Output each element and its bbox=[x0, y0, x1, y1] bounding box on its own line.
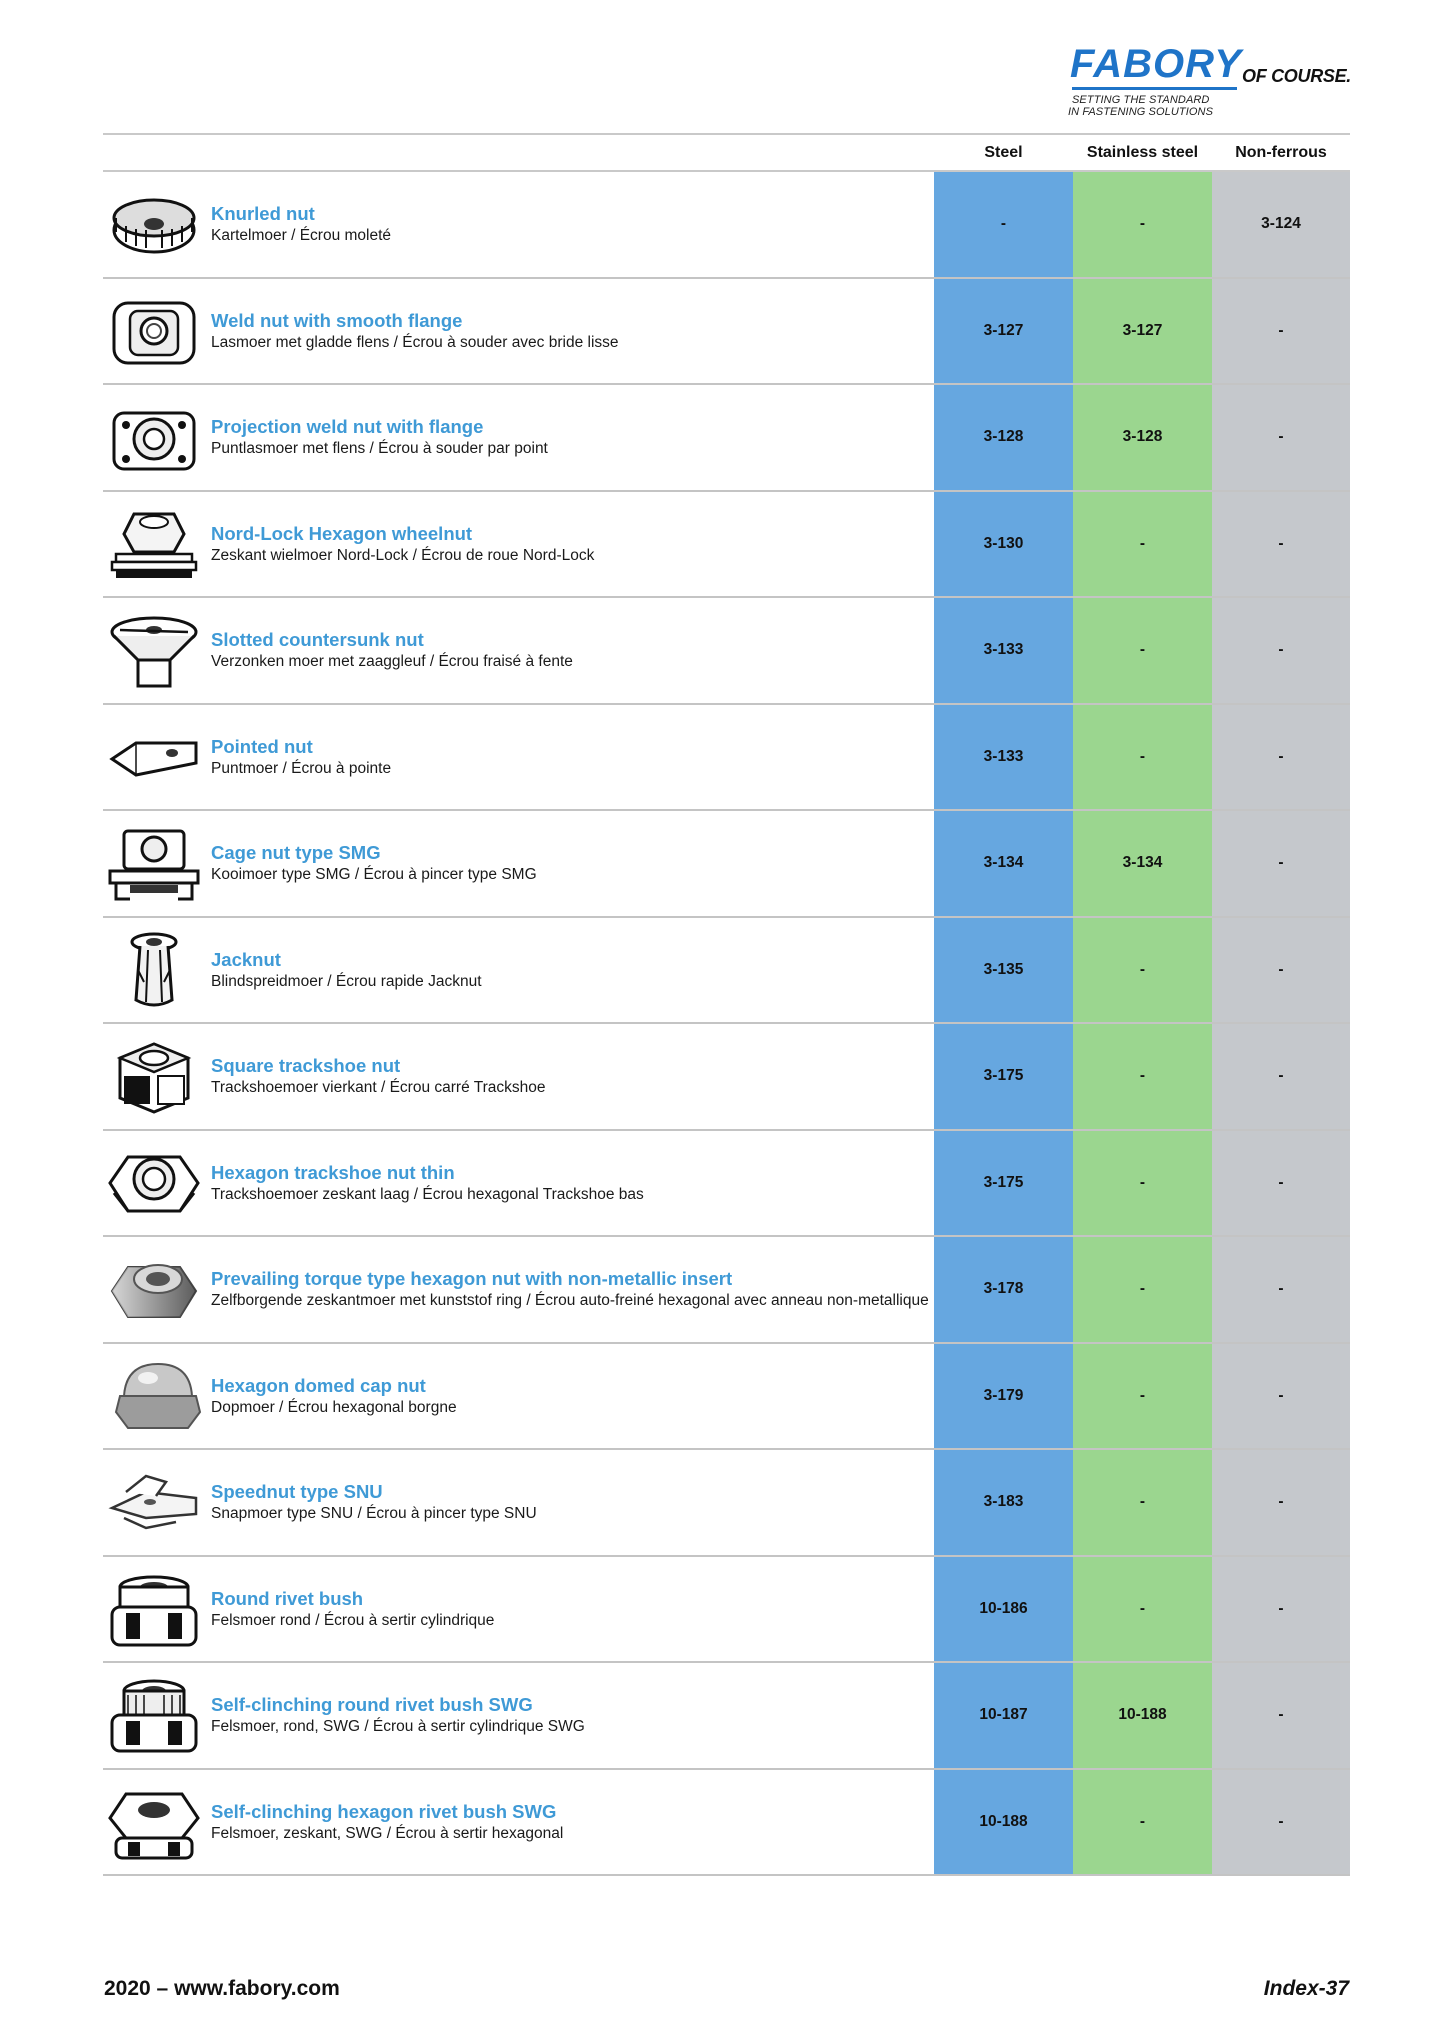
product-subtitle: Puntmoer / Écrou à pointe bbox=[211, 759, 392, 777]
table-row bbox=[103, 1770, 1350, 1877]
table-row bbox=[103, 1344, 1350, 1451]
non-ferrous-reference: - bbox=[1278, 1812, 1284, 1830]
product-title[interactable]: Cage nut type SMG bbox=[211, 842, 381, 863]
product-title[interactable]: Prevailing torque type hexagon nut with non-metallic insert bbox=[211, 1268, 733, 1289]
non-ferrous-reference: - bbox=[1278, 321, 1284, 339]
product-description bbox=[211, 1450, 931, 1554]
product-description bbox=[211, 492, 931, 596]
table-header bbox=[103, 135, 1350, 171]
non-ferrous-reference: - bbox=[1278, 747, 1284, 765]
self-clinching-round-rivet-bush-icon bbox=[106, 1675, 202, 1757]
product-title[interactable]: Square trackshoe nut bbox=[211, 1055, 401, 1076]
table-row bbox=[103, 492, 1350, 599]
stainless-steel-reference: 3-134 bbox=[1122, 854, 1163, 871]
non-ferrous-reference: - bbox=[1278, 1173, 1284, 1191]
column-header-steel: Steel bbox=[984, 144, 1023, 161]
stainless-steel-reference: 3-127 bbox=[1122, 321, 1163, 339]
steel-reference: 3-175 bbox=[983, 1173, 1024, 1191]
product-subtitle: Blindspreidmoer / Écrou rapide Jacknut bbox=[211, 972, 482, 990]
stainless-steel-reference: - bbox=[1139, 1599, 1146, 1617]
table-row bbox=[103, 385, 1350, 492]
steel-reference: 10-188 bbox=[979, 1812, 1028, 1830]
product-description bbox=[211, 1024, 931, 1128]
product-description bbox=[211, 1237, 931, 1341]
steel-reference: 3-135 bbox=[983, 960, 1024, 978]
brand-tagline-line2: IN FASTENING SOLUTIONS bbox=[1068, 106, 1214, 118]
slotted-countersunk-nut-icon bbox=[106, 610, 202, 692]
non-ferrous-reference: - bbox=[1278, 1706, 1284, 1723]
product-description bbox=[211, 1344, 931, 1448]
steel-reference: 3-128 bbox=[983, 428, 1024, 445]
steel-reference: 3-175 bbox=[983, 1067, 1024, 1084]
table-row bbox=[103, 279, 1350, 386]
product-title[interactable]: Self-clinching round rivet bush SWG bbox=[211, 1694, 533, 1715]
product-subtitle: Felsmoer, zeskant, SWG / Écrou à sertir hexagonal bbox=[211, 1824, 564, 1842]
brand-name: FABORY bbox=[1070, 42, 1242, 86]
table-row bbox=[103, 1024, 1350, 1131]
product-description bbox=[211, 918, 931, 1022]
weld-nut-smooth-flange-icon bbox=[106, 291, 202, 373]
product-description bbox=[211, 705, 931, 809]
non-ferrous-reference: - bbox=[1278, 428, 1284, 445]
product-title[interactable]: Speednut type SNU bbox=[211, 1481, 383, 1502]
stainless-steel-reference: 3-128 bbox=[1122, 428, 1163, 445]
stainless-steel-reference: - bbox=[1139, 1386, 1146, 1404]
footer-site: 2020 – www.fabory.com bbox=[104, 1977, 340, 2000]
product-subtitle: Zelfborgende zeskantmoer met kunststof ring / Écrou auto-freiné hexagonal avec anneau non-metallique bbox=[211, 1292, 929, 1309]
product-subtitle: Felsmoer, rond, SWG / Écrou à sertir cylindrique SWG bbox=[211, 1718, 585, 1735]
non-ferrous-reference: - bbox=[1278, 1386, 1284, 1404]
non-ferrous-reference: - bbox=[1278, 641, 1284, 658]
steel-reference: 3-133 bbox=[983, 747, 1024, 765]
column-header-non-ferrous: Non-ferrous bbox=[1235, 144, 1327, 161]
product-title[interactable]: Pointed nut bbox=[211, 735, 313, 757]
product-description bbox=[211, 172, 931, 276]
steel-reference: 10-186 bbox=[979, 1599, 1028, 1617]
product-title[interactable]: Knurled nut bbox=[211, 203, 315, 224]
stainless-steel-reference: - bbox=[1139, 747, 1146, 765]
domed-cap-nut-icon bbox=[106, 1356, 202, 1438]
stainless-steel-reference: - bbox=[1139, 534, 1146, 552]
stainless-steel-reference: - bbox=[1139, 1280, 1146, 1297]
nord-lock-wheelnut-icon bbox=[106, 504, 202, 586]
table-row bbox=[103, 1237, 1350, 1344]
table-row bbox=[103, 598, 1350, 705]
product-subtitle: Kartelmoer / Écrou moleté bbox=[211, 227, 392, 244]
projection-weld-nut-icon bbox=[106, 397, 202, 479]
product-title[interactable]: Self-clinching hexagon rivet bush SWG bbox=[211, 1800, 557, 1822]
stainless-steel-reference: - bbox=[1139, 641, 1146, 658]
stainless-steel-reference: - bbox=[1139, 1493, 1146, 1510]
self-clinching-hexagon-rivet-bush-icon bbox=[106, 1782, 202, 1864]
product-subtitle: Trackshoemoer zeskant laag / Écrou hexagonal Trackshoe bas bbox=[211, 1185, 644, 1203]
steel-reference: 10-187 bbox=[979, 1706, 1028, 1723]
non-ferrous-reference: - bbox=[1278, 1493, 1284, 1510]
product-description bbox=[211, 385, 931, 489]
product-subtitle: Puntlasmoer met flens / Écrou à souder par point bbox=[211, 440, 548, 457]
steel-reference: 3-130 bbox=[983, 534, 1024, 552]
fabory-logo bbox=[1068, 42, 1358, 126]
table-row bbox=[103, 918, 1350, 1025]
jacknut-icon bbox=[106, 930, 202, 1012]
cage-nut-icon bbox=[106, 823, 202, 905]
non-ferrous-reference: - bbox=[1278, 1067, 1284, 1084]
product-description bbox=[211, 1131, 931, 1235]
brand-slogan: OF COURSE. bbox=[1242, 66, 1352, 86]
product-subtitle: Felsmoer rond / Écrou à sertir cylindrique bbox=[211, 1611, 495, 1629]
hexagon-trackshoe-nut-icon bbox=[106, 1143, 202, 1225]
product-subtitle: Zeskant wielmoer Nord-Lock / Écrou de roue Nord-Lock bbox=[211, 546, 595, 564]
table-row bbox=[103, 1131, 1350, 1238]
product-description bbox=[211, 1770, 931, 1874]
logo-underline bbox=[1072, 87, 1237, 90]
non-ferrous-reference: - bbox=[1278, 854, 1284, 871]
round-rivet-bush-icon bbox=[106, 1569, 202, 1651]
non-ferrous-reference: - bbox=[1278, 1599, 1284, 1617]
table-row bbox=[103, 1450, 1350, 1557]
stainless-steel-reference: - bbox=[1139, 215, 1146, 232]
square-trackshoe-nut-icon bbox=[106, 1036, 202, 1118]
stainless-steel-reference: - bbox=[1139, 1173, 1146, 1191]
product-title[interactable]: Weld nut with smooth flange bbox=[211, 309, 463, 331]
product-table-body bbox=[103, 172, 1350, 1876]
column-header-stainless-steel: Stainless steel bbox=[1086, 144, 1199, 161]
table-row bbox=[103, 1557, 1350, 1664]
knurled-nut-icon bbox=[106, 184, 202, 266]
nylon-insert-lock-nut-icon bbox=[106, 1249, 202, 1331]
steel-reference: 3-179 bbox=[983, 1386, 1024, 1404]
speednut-icon bbox=[106, 1462, 202, 1544]
stainless-steel-reference: - bbox=[1139, 960, 1146, 978]
table-row bbox=[103, 705, 1350, 812]
steel-reference: 3-178 bbox=[983, 1280, 1024, 1297]
non-ferrous-reference: - bbox=[1278, 1280, 1284, 1297]
table-row bbox=[103, 1663, 1350, 1770]
product-subtitle: Kooimoer type SMG / Écrou à pincer type SMG bbox=[211, 866, 537, 883]
product-title[interactable]: Hexagon domed cap nut bbox=[211, 1374, 426, 1396]
stainless-steel-reference: 10-188 bbox=[1118, 1706, 1167, 1723]
product-description bbox=[211, 279, 931, 383]
pointed-nut-icon bbox=[106, 717, 202, 799]
product-title[interactable]: Jacknut bbox=[211, 948, 281, 970]
steel-reference: 3-127 bbox=[983, 321, 1024, 339]
stainless-steel-reference: - bbox=[1139, 1067, 1146, 1084]
footer-page-number: Index-37 bbox=[1263, 1977, 1349, 2000]
product-title[interactable]: Slotted countersunk nut bbox=[211, 629, 424, 650]
non-ferrous-reference: - bbox=[1278, 534, 1284, 552]
product-title[interactable]: Nord-Lock Hexagon wheelnut bbox=[211, 522, 473, 544]
non-ferrous-reference: 3-124 bbox=[1261, 215, 1301, 232]
steel-reference: - bbox=[1000, 215, 1007, 232]
product-title[interactable]: Projection weld nut with flange bbox=[211, 416, 484, 437]
stainless-steel-reference: - bbox=[1139, 1812, 1146, 1830]
table-row bbox=[103, 811, 1350, 918]
product-subtitle: Dopmoer / Écrou hexagonal borgne bbox=[211, 1398, 457, 1416]
product-subtitle: Trackshoemoer vierkant / Écrou carré Trackshoe bbox=[211, 1079, 546, 1096]
product-title[interactable]: Round rivet bush bbox=[211, 1587, 364, 1609]
steel-reference: 3-133 bbox=[983, 641, 1024, 658]
product-subtitle: Verzonken moer met zaaggleuf / Écrou fraisé à fente bbox=[211, 653, 573, 670]
brand-tagline-line1: SETTING THE STANDARD bbox=[1072, 94, 1210, 106]
product-subtitle: Lasmoer met gladde flens / Écrou à souder avec bride lisse bbox=[211, 333, 619, 351]
product-description bbox=[211, 1557, 931, 1661]
table-row bbox=[103, 172, 1350, 279]
product-description bbox=[211, 811, 931, 915]
steel-reference: 3-134 bbox=[983, 854, 1024, 871]
product-description bbox=[211, 598, 931, 702]
product-description bbox=[211, 1663, 931, 1767]
product-title[interactable]: Hexagon trackshoe nut thin bbox=[211, 1161, 455, 1183]
non-ferrous-reference: - bbox=[1278, 960, 1284, 978]
product-subtitle: Snapmoer type SNU / Écrou à pincer type SNU bbox=[211, 1505, 537, 1522]
steel-reference: 3-183 bbox=[983, 1493, 1024, 1510]
